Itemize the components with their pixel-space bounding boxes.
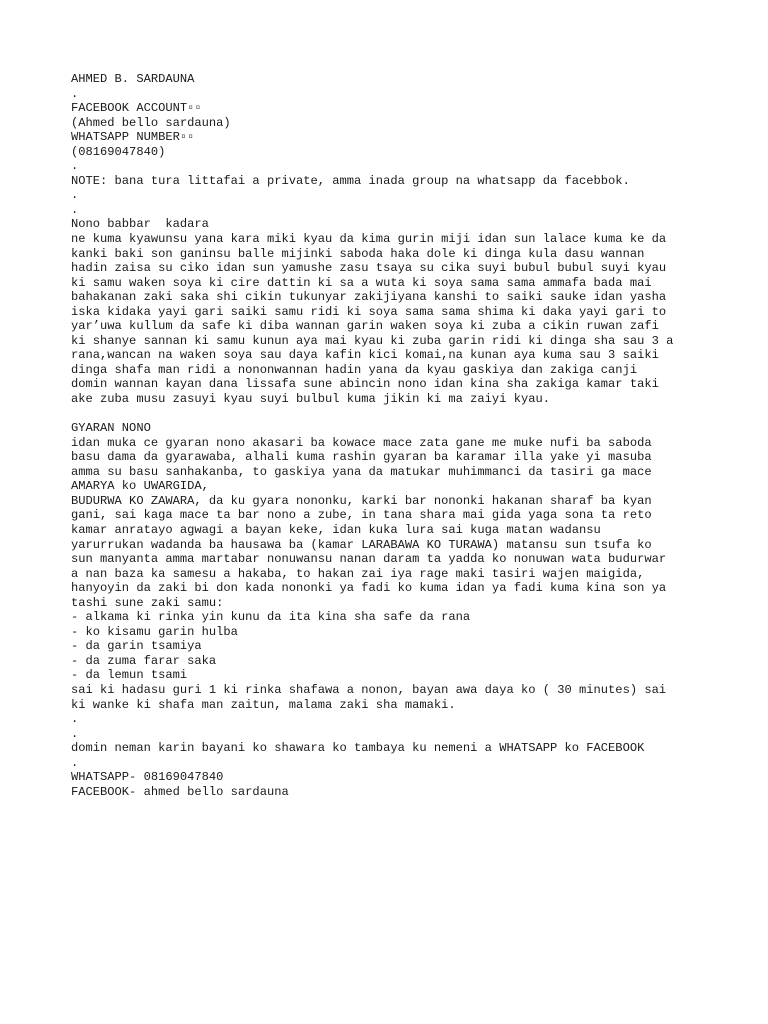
paragraph-line: ki shanye sannan ki samu kunun aya mai kyau ki zuba garin ridi ki dinga sha sau 3 a: [71, 333, 674, 348]
list-item: - da zuma farar saka: [71, 653, 217, 668]
paragraph-line: amma su basu sanhakanba, to gaskiya yana da matukar muhimmanci da tasiri ga mace: [71, 464, 652, 479]
paragraph-line: sun manyanta amma martabar nonuwansu nanan daram ta yadda ko nonuwan wata budurwar: [71, 552, 667, 567]
dot-separator: .: [71, 188, 79, 203]
paragraph-line: sai ki hadasu guri 1 ki rinka shafawa a nonon, bayan awa daya ko ( 30 minutes) sai: [71, 682, 667, 697]
author-name: AHMED B. SARDAUNA: [71, 72, 195, 86]
paragraph-line: iska kidaka yayi gari saiki samu ridi ki soya sama sama shima ki daka yayi gari to: [71, 304, 667, 319]
paragraph-line: dinga shafa man ridi a nononwannan hadin yana da kyau gaskiya dan zakiga canji: [71, 362, 638, 377]
list-item: - da lemun tsami: [71, 668, 188, 683]
list-item: - da garin tsamiya: [71, 639, 202, 654]
paragraph-line: kamar anratayo agwagi a bayan keke, idan kuka lura sai kuga matan wadansu: [71, 522, 601, 537]
document-page: [71, 72, 711, 799]
facebook-account-heading: FACEBOOK ACCOUNT▫▫: [71, 101, 202, 116]
paragraph-line: rana,wancan na waken soya sau daya kafin kici komai,na kunan aya kuma sau 3 saiki: [71, 348, 659, 363]
dot-separator: .: [71, 712, 79, 727]
paragraph-line: ki samu waken soya ki cire dattin ki sa a wuta ki soya sama sama ammafa bada mai: [71, 275, 652, 290]
dot-separator: .: [71, 202, 79, 217]
paragraph-line: yar’uwa kullum da safe ki diba wannan garin waken soya ki zuba a cikin ruwan zafi: [71, 319, 659, 334]
paragraph-line: BUDURWA KO ZAWARA, da ku gyara nononku, karki bar nononki hakanan sharaf ba kyan: [71, 493, 652, 508]
facebook-contact: FACEBOOK- ahmed bello sardauna: [71, 784, 289, 799]
paragraph-line: basu dama da gyarawaba, alhali kuma rashin gyaran ba karamar illa yake yi masuba: [71, 450, 652, 465]
contact-prompt: domin neman karin bayani ko shawara ko tambaya ku nemeni a WHATSAPP ko FACEBOOK: [71, 741, 645, 756]
paragraph-line: gani, sai kaga mace ta bar nono a zube, in tana shara mai gida yaga sona ta reto: [71, 508, 652, 523]
paragraph-line: ki wanke ki shafa man zaitun, malama zaki sha mamaki.: [71, 697, 456, 712]
whatsapp-number: (08169047840): [71, 144, 166, 159]
paragraph-line: domin wannan kayan dana lissafa sune abincin nono idan kina sha zakiga kamar taki: [71, 377, 659, 392]
whatsapp-contact: WHATSAPP- 08169047840: [71, 770, 224, 785]
paragraph-line: idan muka ce gyaran nono akasari ba kowace mace zata gane me muke nufi ba saboda: [71, 435, 652, 450]
paragraph-line: hadin zaisa su ciko idan sun yamushe zasu tsaya su cika suyi bubul bubul suyi kyau: [71, 261, 667, 276]
paragraph-line: hanyoyin da zaki bi don kada nononki ya fadi ko kuma idan ya fadi kuma kina son ya: [71, 581, 667, 596]
paragraph-line: AMARYA ko UWARGIDA,: [71, 479, 209, 494]
paragraph-line: kanki baki son ganinsu balle mijinki saboda haka dole ki dinga kula dasu wannan: [71, 246, 645, 261]
dot-separator: .: [71, 726, 79, 741]
section-title: GYARAN NONO: [71, 421, 151, 436]
dot-separator: .: [71, 755, 79, 770]
list-item: - ko kisamu garin hulba: [71, 624, 238, 639]
paragraph-line: a nan baza ka samesu a hakaba, to hakan zai iya rage maki tasiri wajen maigida,: [71, 566, 645, 581]
dot-separator: .: [71, 86, 79, 101]
paragraph-line: tashi sune zaki samu:: [71, 595, 224, 610]
blank-line: [71, 407, 711, 422]
paragraph-line: ake zuba musu zasuyi kyau suyi bulbul kuma jikin ki ma zaiyi kyau.: [71, 392, 550, 407]
section-title: Nono babbar kadara: [71, 217, 209, 232]
note-line: NOTE: bana tura littafai a private, amma inada group na whatsapp da facebbok.: [71, 173, 630, 188]
whatsapp-number-heading: WHATSAPP NUMBER▫▫: [71, 130, 195, 145]
paragraph-line: ne kuma kyawunsu yana kara miki kyau da kima gurin miji idan sun lalace kuma ke da: [71, 232, 667, 247]
paragraph-line: bahakanan zaki saka shi cikin tukunyar zakijiyana kanshi to saiki sauke idan yasha: [71, 290, 667, 305]
facebook-account-name: (Ahmed bello sardauna): [71, 115, 231, 130]
dot-separator: .: [71, 159, 79, 174]
list-item: - alkama ki rinka yin kunu da ita kina sha safe da rana: [71, 610, 471, 625]
paragraph-line: yarurrukan wadanda ba hausawa ba (kamar LARABAWA KO TURAWA) matansu sun tsufa ko: [71, 537, 652, 552]
